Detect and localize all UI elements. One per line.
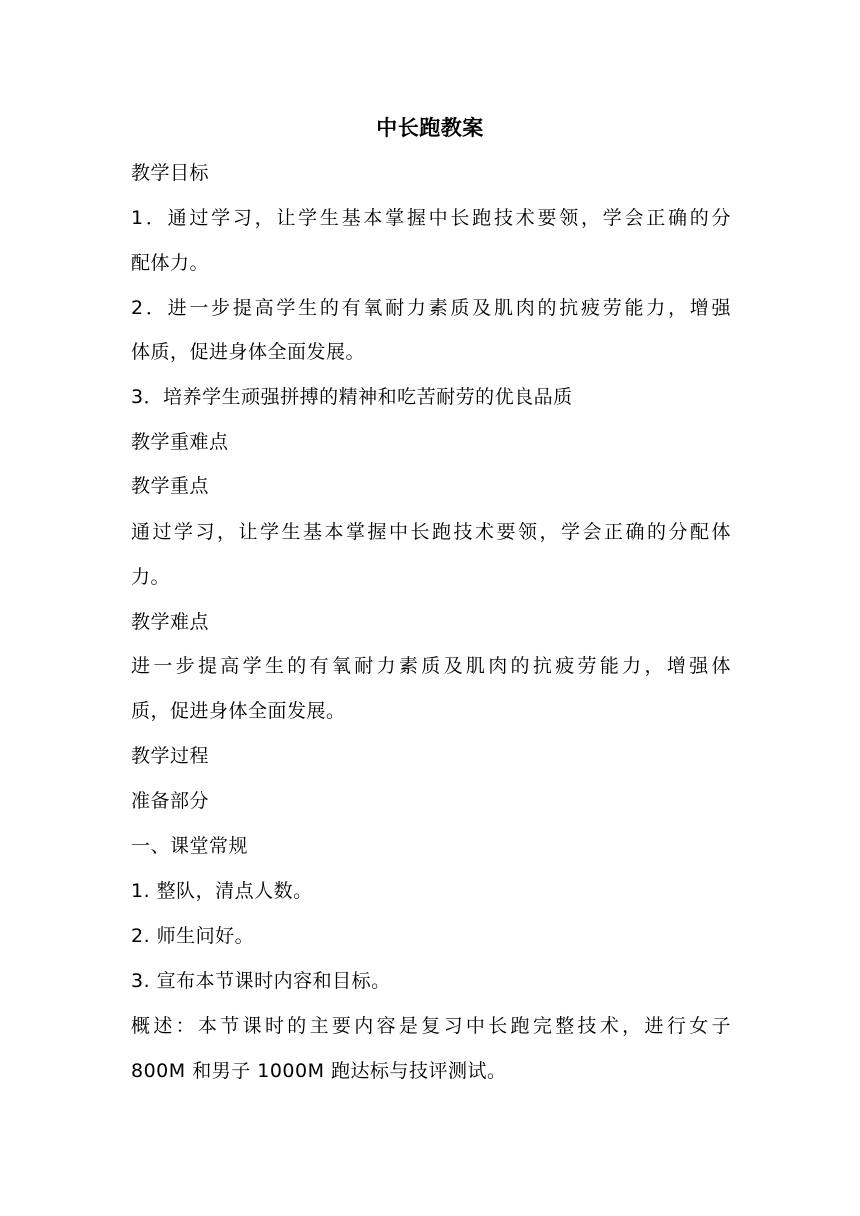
objective-1-line-1: 1．通过学习，让学生基本掌握中长跑技术要领，学会正确的分 [131, 207, 731, 229]
heading-teaching-process: 教学过程 [131, 745, 210, 767]
heading-teaching-objectives: 教学目标 [131, 162, 210, 184]
objective-3: 3．培养学生顽强拼搏的精神和吃苦耐劳的优良品质 [131, 386, 573, 408]
heading-key-difficult-points: 教学重难点 [131, 431, 229, 453]
key-points-line-1: 通过学习，让学生基本掌握中长跑技术要领，学会正确的分配体 [131, 521, 731, 543]
objective-2-line-1: 2．进一步提高学生的有氧耐力素质及肌肉的抗疲劳能力，增强 [131, 297, 731, 319]
overview-line-2: 800M 和男子 1000M 跑达标与技评测试。 [131, 1060, 507, 1082]
difficult-points-line-2: 质，促进身体全面发展。 [131, 700, 346, 722]
overview-line-1: 概述：本节课时的主要内容是复习中长跑完整技术，进行女子 [131, 1015, 731, 1037]
heading-class-routine: 一、课堂常规 [131, 835, 249, 857]
key-points-line-2: 力。 [131, 566, 171, 588]
routine-item-3: 3. 宣布本节课时内容和目标。 [131, 970, 391, 992]
routine-item-2: 2. 师生问好。 [131, 925, 255, 947]
difficult-points-line-1: 进一步提高学生的有氧耐力素质及肌肉的抗疲劳能力，增强体 [131, 655, 731, 677]
heading-key-points: 教学重点 [131, 475, 210, 497]
objective-2-line-2: 体质，促进身体全面发展。 [131, 341, 366, 363]
heading-preparation-part: 准备部分 [131, 790, 210, 812]
objective-1-line-2: 配体力。 [131, 252, 210, 274]
heading-difficult-points: 教学难点 [131, 611, 210, 633]
document-title: 中长跑教案 [376, 116, 484, 140]
routine-item-1: 1. 整队，清点人数。 [131, 880, 313, 902]
